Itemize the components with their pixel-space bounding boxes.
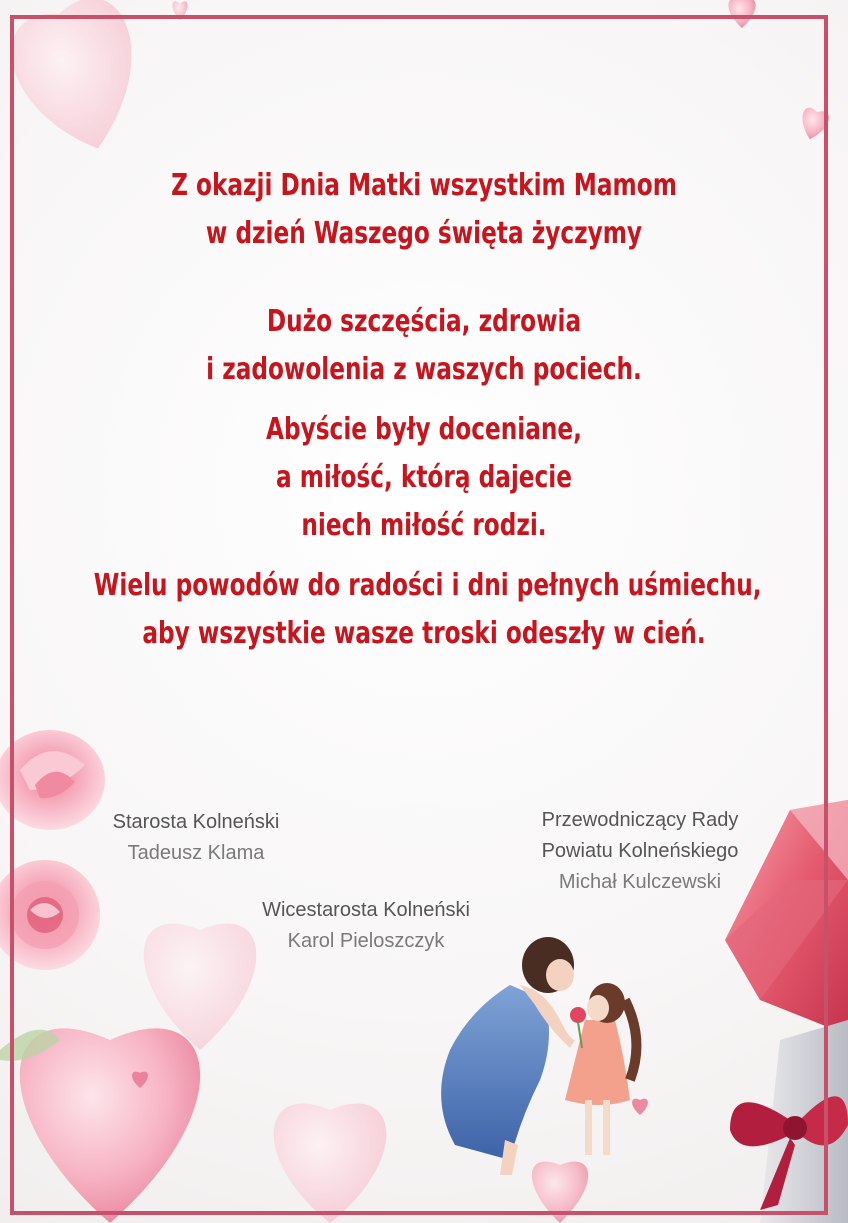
signature-role: Wicestarosta Kolneński: [262, 899, 470, 921]
wishes-line: a miłość, którą dajecie: [275, 460, 573, 495]
wishes-text: [93, 162, 762, 658]
wishes-line: i zadowolenia z waszych pociech.: [206, 352, 642, 387]
wishes-line: Z okazji Dnia Matki wszystkim Mamom: [171, 168, 677, 203]
signature-name: Karol Pieloszczyk: [287, 930, 445, 952]
signature-role: Starosta Kolneński: [112, 811, 280, 833]
wishes-line: niech miłość rodzi.: [301, 508, 547, 543]
signature-przewodniczacy: [500, 805, 780, 898]
wishes-line: aby wszystkie wasze troski odeszły w cień.: [142, 616, 706, 651]
signature-role: Przewodniczący Rady: [541, 809, 739, 831]
wishes-line: Wielu powodów do radości i dni pełnych uśmiechu,: [93, 568, 762, 603]
wishes-line: Dużo szczęścia, zdrowia: [266, 304, 582, 339]
signature-name: Michał Kulczewski: [558, 871, 722, 893]
wishes-line: Abyście były doceniane,: [266, 412, 582, 447]
signature-starosta: [96, 807, 296, 869]
signature-name: Tadeusz Klama: [127, 842, 265, 864]
signature-role: Powiatu Kolneńskiego: [541, 840, 739, 862]
wishes-line: w dzień Waszego święta życzymy: [205, 216, 643, 251]
signature-wicestarosta: [236, 895, 496, 957]
